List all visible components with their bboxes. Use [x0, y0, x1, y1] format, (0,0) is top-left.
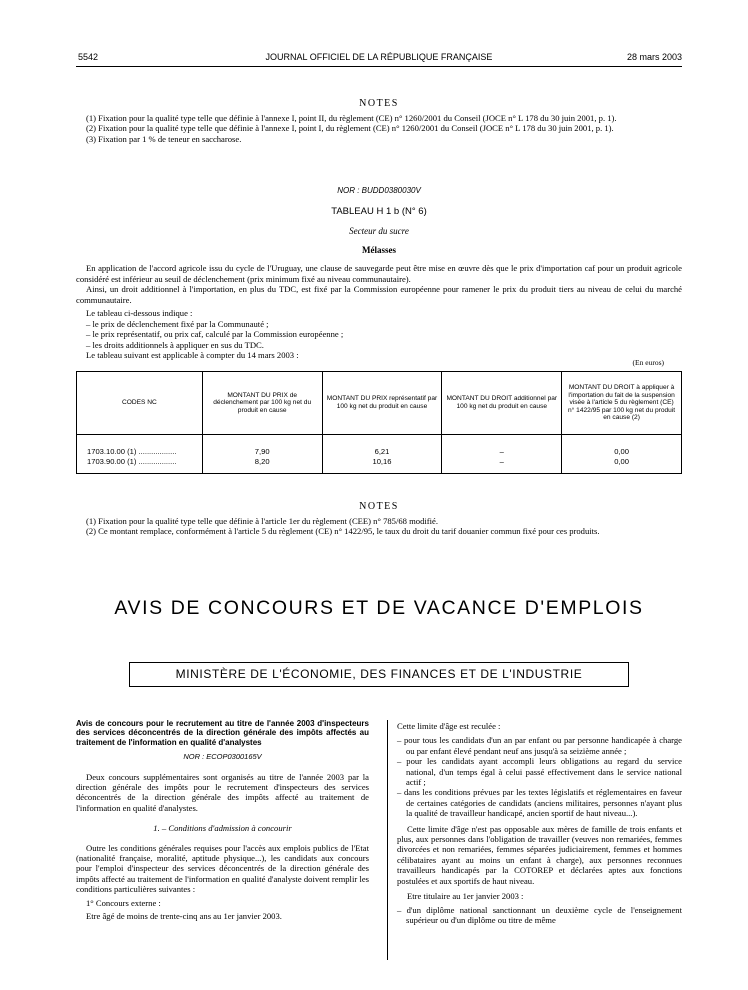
nor-reference: NOR : ECOP0300165V — [183, 752, 262, 762]
product-heading: Mélasses — [362, 245, 396, 255]
note-item: (2) Fixation pour la qualité type telle que définie à l'annexe I, point I, du règlement (CE) n° 1260/2001 du Conseil (JOCE n° L 178 du 30 juin 2001, p. 1). — [86, 123, 614, 134]
list-item: – le prix représentatif, ou prix caf, calculé par la Commission européenne ; — [86, 329, 344, 339]
note-item: (1) Fixation pour la qualité type telle que définie à l'annexe I, point II, du règlement (CE) n° 1260/2001 du Conseil (JOCE n° L 178 du 30 juin 2001, p. 1). — [86, 113, 617, 123]
sector-heading: Secteur du sucre — [349, 226, 409, 236]
avis-title: Avis de concours pour le recrutement au titre de l'année 2003 d'inspecteurs des services déconcentrés de la direction générale des impôts affectés au traitement de l'information en qualité d'analystes — [76, 719, 369, 747]
table-cell: 1703.10.00 (1) .................. — [77, 447, 203, 457]
column-header: MONTANT DU PRIX de déclenchement par 100 kg net du produit en cause — [202, 372, 322, 435]
paragraph: En application de l'accord agricole issu du cycle de l'Uruguay, une clause de sauvegarde peut être mise en œuvre dès que le prix d'importation caf pour un produit agricole considéré est inférieur au seuil de déclenchement (prix minimum fixé au niveau communautaire). — [76, 263, 682, 284]
column-divider — [387, 720, 388, 960]
list-item: – le prix de déclenchement fixé par la Communauté ; — [86, 318, 269, 329]
column-header: MONTANT DU DROIT à appliquer à l'importation du fait de la suspension visée à l'article 5 du règlement (CE) n° 1422/95 par 100 kg net du produit en cause (2) — [562, 372, 682, 435]
table-cell: 8,20 — [202, 457, 322, 467]
avis-right-column — [397, 719, 682, 925]
price-table — [76, 371, 682, 474]
header-rule — [76, 66, 682, 67]
issue-date: 28 mars 2003 — [626, 52, 682, 62]
notes-list — [76, 113, 682, 144]
paragraph: Etre âgé de moins de trente-cinq ans au 1er janvier 2003. — [86, 911, 282, 922]
journal-title: JOURNAL OFFICIEL DE LA RÉPUBLIQUE FRANÇAISE — [265, 52, 493, 62]
list-item: – pour tous les candidats d'un an par enfant ou par personne handicapée à charge ou par enfant élevé pendant neuf ans jusqu'à sa seizième année ; — [397, 735, 682, 756]
currency-unit: (En euros) — [632, 358, 664, 367]
section-title: AVIS DE CONCOURS ET DE VACANCE D'EMPLOIS — [114, 597, 644, 619]
list-item: – d'un diplôme national sanctionnant un deuxième cycle de l'enseignement supérieur ou d'un diplôme ou titre de même — [397, 904, 682, 925]
avis-left-column — [76, 719, 369, 922]
notes-heading: NOTES — [359, 98, 399, 109]
table-cell: 1703.90.00 (1) .................. — [77, 457, 203, 467]
list-item: – les droits additionnels à appliquer en sus du TDC. — [86, 339, 264, 350]
note-item: (2) Ce montant remplace, conformément à l'article 5 du règlement (CE) n° 1422/95, le taux du droit du tarif douanier commun fixé pour ces produits. — [86, 526, 600, 537]
table-cell: 0,00 — [562, 447, 682, 457]
note-item: (3) Fixation par 1 % de teneur en saccharose. — [86, 133, 242, 144]
table-cell: 0,00 — [562, 457, 682, 467]
paragraph: Etre titulaire au 1er janvier 2003 : — [407, 891, 524, 902]
table-row — [77, 457, 682, 467]
paragraph: Outre les conditions générales requises pour l'accès aux emplois publics de l'Etat (nationalité française, moralité, aptitude physique...), les candidats aux concours pour l'emploi d'inspecteur des services déconcentrés de la direction générale des impôts affecté au traitement de l'information en qualité d'analyste doivent remplir les conditions particulières suivantes : — [76, 842, 369, 895]
table-cell: – — [442, 447, 562, 457]
notes-list — [76, 516, 682, 537]
table-cell: – — [442, 457, 562, 467]
column-header: MONTANT DU PRIX représentatif par 100 kg net du produit en cause — [322, 372, 442, 435]
table-header-row — [77, 372, 682, 435]
note-item: (1) Fixation pour la qualité type telle que définie à l'article 1er du règlement (CEE) n° 785/68 modifié. — [86, 516, 438, 526]
paragraph: 1° Concours externe : — [86, 897, 161, 908]
list-item: – pour les candidats ayant accompli leurs obligations au regard du service national, d'un temps égal à celui passé effectivement dans le service national actif ; — [397, 756, 682, 788]
notes-heading: NOTES — [359, 501, 399, 512]
table-cell: 7,90 — [202, 447, 322, 457]
column-header: MONTANT DU DROIT additionnel par 100 kg net du produit en cause — [442, 372, 562, 435]
column-header: CODES NC — [77, 372, 203, 435]
list-item: – dans les conditions prévues par les textes législatifs et réglementaires en faveur de certaines catégories de candidats (anciens militaires, personnes n'ayant plus la qualité de travailleur handicapé, ancien sportif de haut niveau...). — [397, 787, 682, 819]
table-row — [77, 447, 682, 457]
tableau-title: TABLEAU H 1 b (N° 6) — [331, 206, 427, 217]
nor-reference: NOR : BUDD0380030V — [337, 186, 421, 195]
paragraph: Cette limite d'âge n'est pas opposable aux mères de famille de trois enfants et plus, aux personnes dans l'obligation de travailler (veuves non remariées, femmes divorcées et non remariées, femmes séparées judiciairement, femmes et hommes célibataires ayant au moins un enfant à charge), aux personnes reconnues travailleurs handicapés par la COTOREP et déclarées aptes aux fonctions postulées et aux sportifs de haut niveau. — [397, 823, 682, 886]
paragraph: Cette limite d'âge est reculée : — [397, 721, 501, 731]
section-heading: 1. – Conditions d'admission à concourir — [153, 823, 292, 834]
paragraph: Deux concours supplémentaires sont organisés au titre de l'année 2003 par la direction générale des impôts pour le recrutement d'inspecteurs des services déconcentrés de la direction générale des impôts affecté au traitement de l'information en qualité d'analystes. — [76, 771, 369, 813]
ministry-box: MINISTÈRE DE L'ÉCONOMIE, DES FINANCES ET DE L'INDUSTRIE — [129, 662, 629, 687]
paragraph: Le tableau ci-dessous indique : — [86, 308, 193, 318]
tableau-intro — [76, 263, 682, 361]
page-number: 5542 — [78, 52, 99, 62]
table-cell: 10,16 — [322, 457, 442, 467]
paragraph: Ainsi, un droit additionnel à l'importation, en plus du TDC, est fixé par la Commission européenne pour ramener le prix du produit tiers au niveau de celui du marché communautaire. — [76, 284, 682, 305]
table-cell: 6,21 — [322, 447, 442, 457]
applicable-date: Le tableau suivant est applicable à compter du 14 mars 2003 : — [86, 350, 299, 360]
